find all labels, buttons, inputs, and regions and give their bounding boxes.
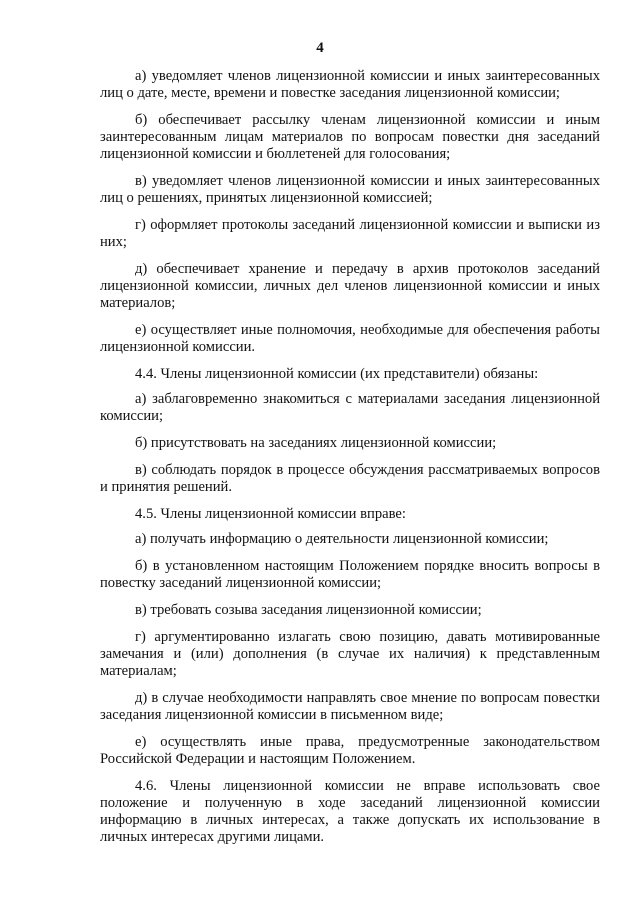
right-item-b: б) в установленном настоящим Положением порядке вносить вопросы в повестку заседаний лицензионной комиссии; [100,558,600,591]
duty-item-a: а) заблаговременно знакомиться с материалами заседания лицензионной комиссии; [100,391,600,424]
section-4-6-paragraph: 4.6. Члены лицензионной комиссии не вправе использовать свое положение и полученную в ходе заседаний лицензионной комиссии информацию в личных интересах, а также допускать их использование в личных интересах другими лицами. [100,778,600,845]
right-item-a: а) получать информацию о деятельности лицензионной комиссии; [135,531,549,547]
list-item-e-other-powers: е) осуществляет иные полномочия, необходимые для обеспечения работы лицензионной комиссии. [100,322,600,355]
list-item-b-distribution: б) обеспечивает рассылку членам лицензионной комиссии и иным заинтересованным лицам материалов по вопросам повестки дня заседаний лицензионной комиссии и бюллетеней для голосования; [100,112,600,162]
right-item-v: в) требовать созыва заседания лицензионной комиссии; [135,602,482,618]
duty-item-v: в) соблюдать порядок в процессе обсуждения рассматриваемых вопросов и принятия решений. [100,462,600,495]
section-4-4-heading: 4.4. Члены лицензионной комиссии (их представители) обязаны: [135,366,539,382]
duty-item-b: б) присутствовать на заседаниях лицензионной комиссии; [135,435,497,451]
right-item-e: е) осуществлять иные права, предусмотренные законодательством Российской Федерации и настоящим Положением. [100,734,600,767]
document-body [100,68,600,854]
right-item-g: г) аргументированно излагать свою позицию, давать мотивированные замечания и (или) дополнения (в случае их наличия) к представленным материалам; [100,629,600,679]
right-item-d: д) в случае необходимости направлять свое мнение по вопросам повестки заседания лицензионной комиссии в письменном виде; [100,690,600,723]
list-item-d-archive: д) обеспечивает хранение и передачу в архив протоколов заседаний лицензионной комиссии, личных дел членов лицензионной комиссии и иных материалов; [100,261,600,311]
list-item-g-protocols: г) оформляет протоколы заседаний лицензионной комиссии и выписки из них; [100,217,600,250]
page-number: 4 [316,40,324,56]
list-item-v-decisions: в) уведомляет членов лицензионной комиссии и иных заинтересованных лиц о решениях, принятых лицензионной комиссией; [100,173,600,206]
section-4-5-heading: 4.5. Члены лицензионной комиссии вправе: [135,506,406,522]
list-item-a-notify: а) уведомляет членов лицензионной комиссии и иных заинтересованных лиц о дате, месте, времени и повестке заседания лицензионной комиссии; [100,68,600,101]
